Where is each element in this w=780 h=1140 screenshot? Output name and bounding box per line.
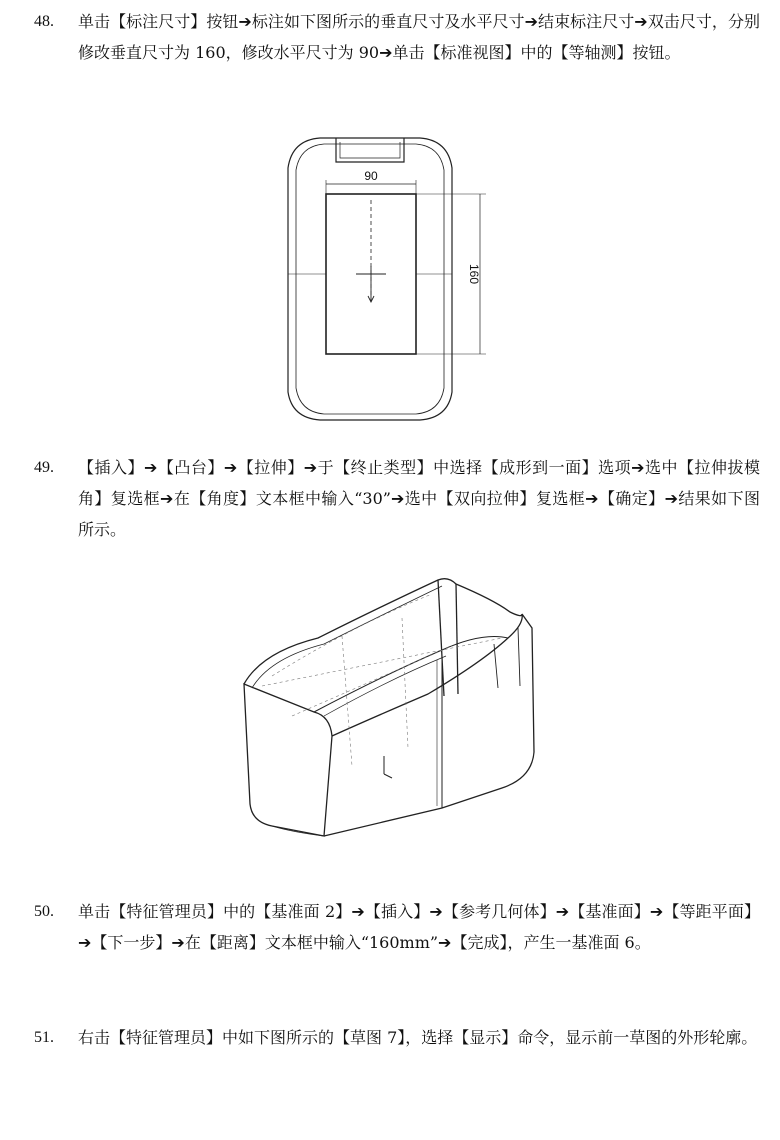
step-text: 单击【标注尺寸】按钮➔标注如下图所示的垂直尺寸及水平尺寸➔结束标注尺寸➔双击尺寸，分别修改垂直尺寸为 160，修改水平尺寸为 90➔单击【标准视图】中的【等轴测】按钮。 <box>78 12 760 62</box>
extrude-3d-figure <box>232 566 552 846</box>
step-text: 右击【特征管理员】中如下图所示的【草图 7】，选择【显示】命令，显示前一草图的外形轮廓。 <box>78 1028 758 1047</box>
step-text: 【插入】➔【凸台】➔【拉伸】➔于【终止类型】中选择【成形到一面】选项➔选中【拉伸拔模角】复选框➔在【角度】文本框中输入“30”➔选中【双向拉伸】复选框➔【确定】➔结果如下图所示。 <box>78 458 760 539</box>
step-number: 50. <box>34 903 54 920</box>
dimension-vertical-label: 160 <box>467 263 481 285</box>
step-49 <box>34 452 760 545</box>
extrude-3d-drawing <box>232 566 552 846</box>
step-text: 单击【特征管理员】中的【基准面 2】➔【插入】➔【参考几何体】➔【基准面】➔【等距平面】➔【下一步】➔在【距离】文本框中输入“160mm”➔【完成】，产生一基准面 6。 <box>78 902 760 952</box>
sketch-dimension-drawing <box>280 130 500 430</box>
step-48 <box>34 6 760 68</box>
step-51 <box>34 1022 760 1053</box>
dimension-horizontal-label: 90 <box>364 169 378 183</box>
step-number: 49. <box>34 459 54 476</box>
sketch-dimension-figure <box>280 130 500 430</box>
step-number: 48. <box>34 13 54 30</box>
step-number: 51. <box>34 1029 54 1046</box>
step-50 <box>34 896 760 958</box>
